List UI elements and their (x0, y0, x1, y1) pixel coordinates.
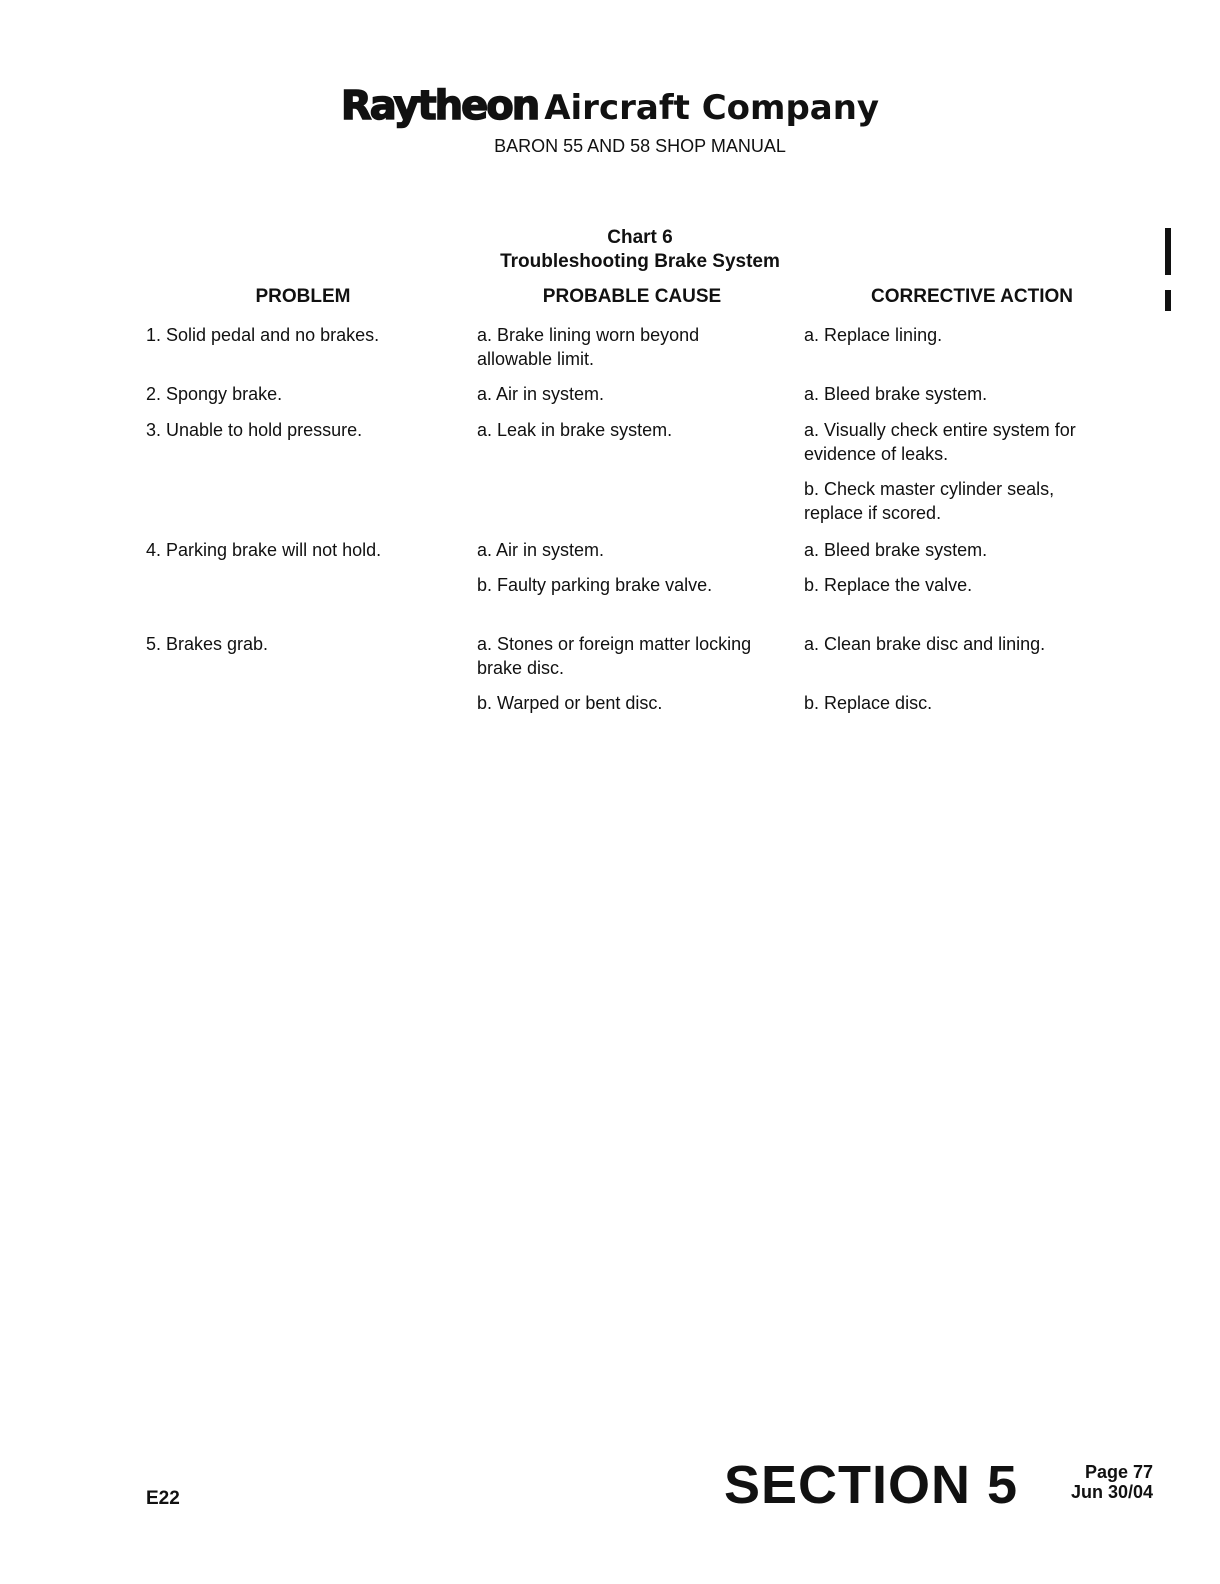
action-cell: a. Replace lining. (804, 325, 943, 345)
cause-cell: a. Brake lining worn beyond allowable limit. (477, 325, 700, 369)
column-header-action: CORRECTIVE ACTION (871, 286, 1073, 307)
action-cell: a. Bleed brake system. (804, 384, 988, 404)
cause-cell: b. Faulty parking brake valve. (477, 575, 713, 595)
cause-cell: a. Air in system. (477, 540, 605, 560)
cause-cell: a. Stones or foreign matter locking brake disc. (477, 634, 752, 678)
problem-cell: 4. Parking brake will not hold. (146, 540, 382, 560)
revision-bar (1165, 228, 1171, 275)
page-info (1030, 1462, 1153, 1502)
column-header-cause: PROBABLE CAUSE (542, 286, 722, 307)
cause-cell: a. Air in system. (477, 384, 605, 404)
chart-heading (0, 226, 1220, 274)
brand-logo (0, 82, 1220, 132)
problem-cell: 2. Spongy brake. (146, 384, 283, 404)
page-number: Page 77 (1084, 1462, 1153, 1482)
section-label: SECTION 5 (724, 1455, 1019, 1515)
chart-number: Chart 6 (607, 227, 673, 248)
cause-cell: b. Warped or bent disc. (477, 693, 663, 713)
action-cell: b. Replace disc. (804, 693, 933, 713)
action-cell: a. Clean brake disc and lining. (804, 634, 1046, 654)
chart-title: Troubleshooting Brake System (500, 251, 780, 272)
action-cell: b. Replace the valve. (804, 575, 973, 595)
brand-suffix: Aircraft Company (544, 88, 880, 128)
revision-bar (1165, 290, 1171, 311)
revision-date: Jun 30/04 (1070, 1482, 1153, 1502)
cause-cell: a. Leak in brake system. (477, 420, 673, 440)
problem-cell: 5. Brakes grab. (146, 634, 269, 654)
manual-title: BARON 55 AND 58 SHOP MANUAL (494, 136, 786, 156)
problem-cell: 3. Unable to hold pressure. (146, 420, 363, 440)
column-header-problem: PROBLEM (255, 286, 351, 307)
brand-name: Raytheon (340, 83, 539, 129)
company-header (0, 82, 1220, 132)
action-cell: b. Check master cylinder seals, replace if scored. (804, 479, 1055, 523)
problem-cell: 1. Solid pedal and no brakes. (146, 325, 380, 345)
document-code: E22 (146, 1488, 180, 1509)
action-cell: a. Bleed brake system. (804, 540, 988, 560)
action-cell: a. Visually check entire system for evidence of leaks. (804, 420, 1076, 464)
